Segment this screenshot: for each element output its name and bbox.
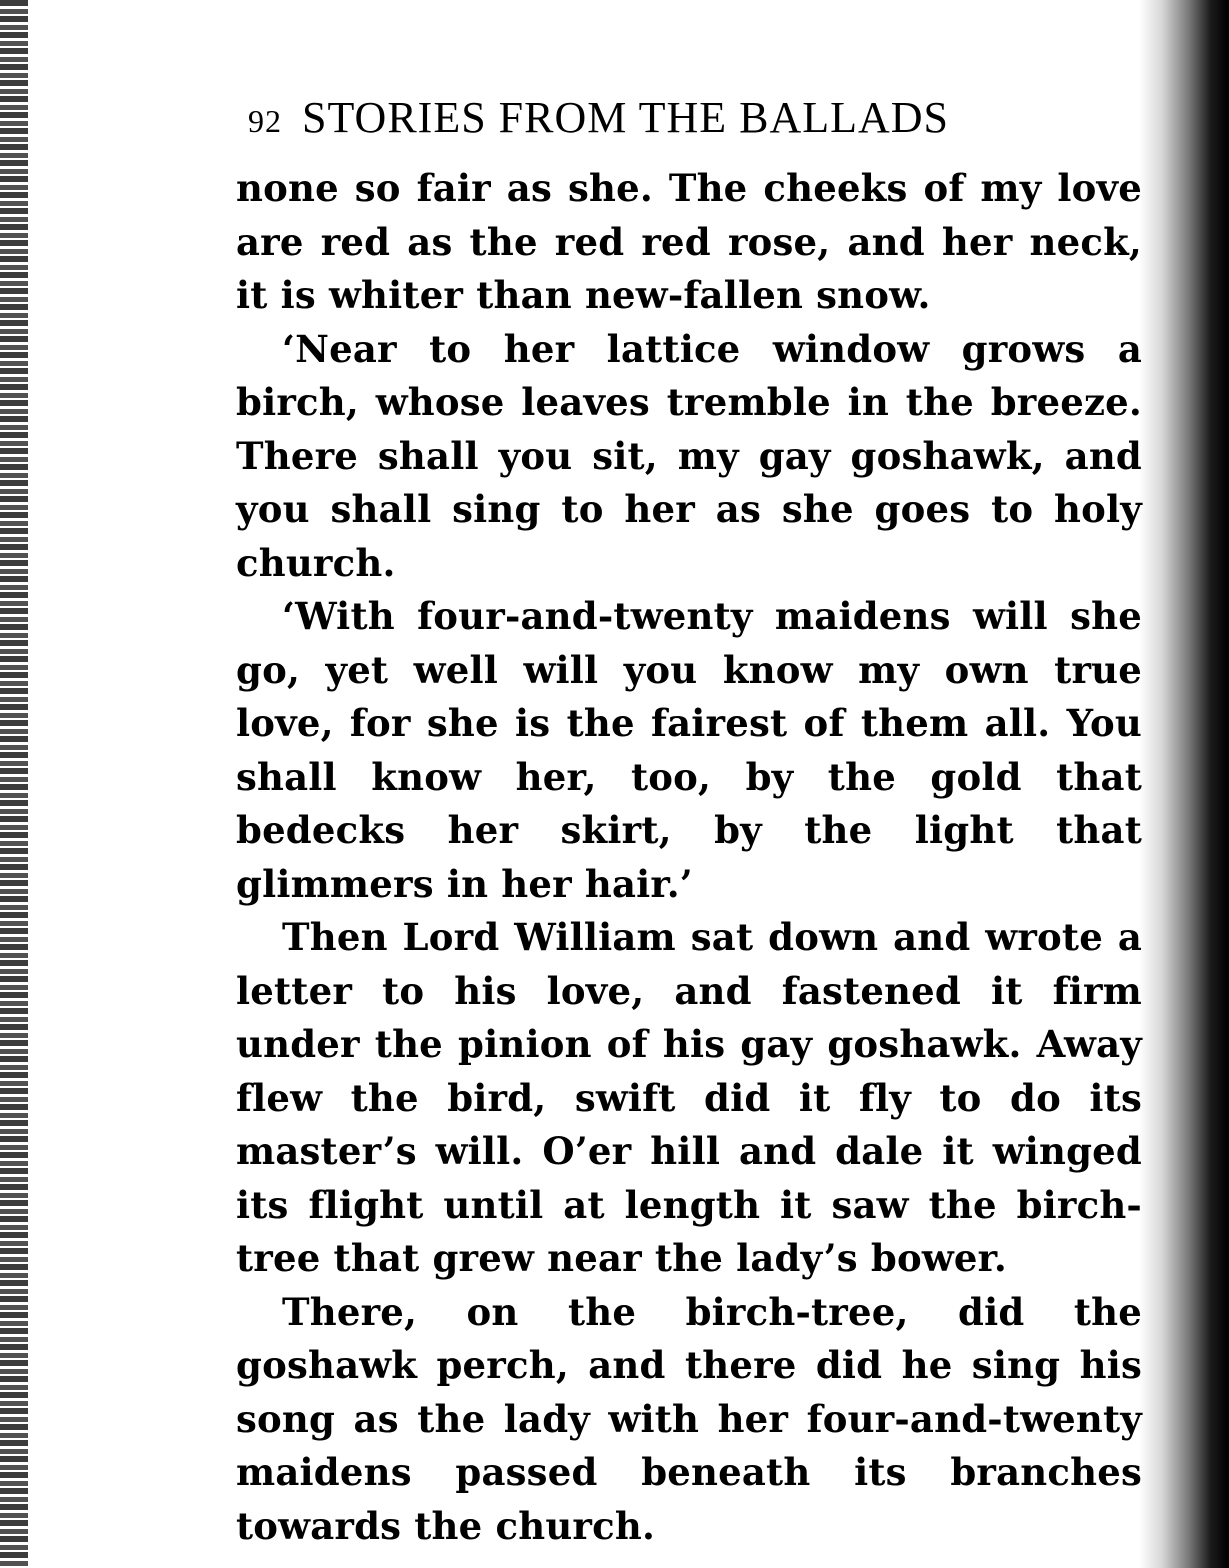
paragraph-goshawk-song: There, on the birch-tree, did the goshawk perch, and there did he sing his song as the lady with her four-and-twenty maidens passed beneath its branches towards the church. [236, 1289, 1142, 1548]
book-page [236, 92, 1142, 1553]
paragraph-birch: ‘Near to her lattice window grows a birch, whose leaves tremble in the breeze. There shall you sit, my gay goshawk, and you shall sing to her as she goes to holy church. [236, 326, 1142, 585]
paragraph-maidens: ‘With four-and-twenty maidens will she go, yet well will you know my own true love, for she is the fairest of them all. You shall know her, too, by the gold that bedecks her skirt, by the light that glimmers in her hair.’ [236, 594, 1142, 906]
paragraph-continuation: none so fair as she. The cheeks of my love are red as the red red rose, and her neck, it is whiter than new-fallen snow. [236, 166, 1142, 317]
running-head [248, 92, 1142, 162]
scan-left-edge [0, 0, 28, 1568]
paragraph-letter: Then Lord William sat down and wrote a letter to his love, and fastened it firm under the pinion of his gay goshawk. Away flew the bird, swift did it fly to do its master’s will. O’er hill and dale it winged its flight until at length it saw the birch-tree that grew near the lady’s bower. [236, 915, 1142, 1280]
page-number: 92 [248, 103, 282, 139]
scan-right-edge [1139, 0, 1229, 1568]
running-title: STORIES FROM THE BALLADS [302, 93, 950, 142]
